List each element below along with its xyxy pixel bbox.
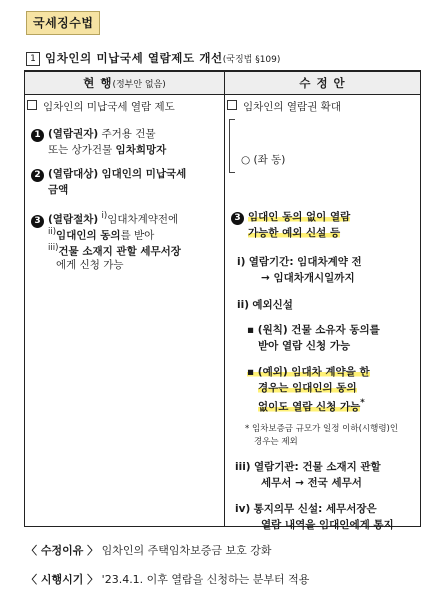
header-current-label: 현 행: [83, 76, 113, 90]
current-section-title: 임차인의 미납국세 열람 제도: [27, 100, 175, 114]
table-header-row: [25, 71, 421, 95]
circled-number-icon: 3: [231, 212, 244, 225]
revised-exception: ▪ (예외) 임대차 계약을 한: [247, 366, 370, 378]
current-item-3-ii: $^{ii)}$임대인의 동의를 받아: [48, 227, 155, 242]
revised-section-title: 임차인의 열람권 확대: [227, 100, 341, 114]
effective-date-text: '23.4.1. 이후 열람을 신청하는 분부터 적용: [101, 573, 310, 586]
revised-item-3-cont: 가능한 예외 신설 등: [248, 227, 341, 239]
revised-footnote: * 임차보증금 규모가 일정 이하(시행령)인: [245, 424, 399, 434]
revised-sub-4-cont: 열람 내역을 임대인에게 통지: [261, 519, 394, 531]
heading-reference: (국징법 §109): [222, 55, 281, 65]
current-item-2-cont: 금액: [48, 184, 69, 196]
header-current-sub: (정부안 없음): [112, 80, 166, 90]
square-bullet-icon: [27, 100, 37, 110]
revised-principle: ▪ (원칙) 건물 소유자 동의를: [247, 324, 380, 336]
header-revised: 수 정 안: [225, 71, 421, 95]
heading-number: 1: [26, 52, 40, 66]
effective-date-note: [26, 572, 309, 588]
revised-principle-cont: 받아 열람 신청 가능: [258, 340, 351, 352]
bracket-icon: [229, 119, 235, 173]
law-tag: 국세징수법: [26, 11, 100, 35]
reason-note: [26, 543, 272, 559]
revised-sub-2: ii) 예외신설: [237, 299, 293, 311]
revised-exception-cont: 경우는 임대인의 동의: [258, 382, 357, 394]
circled-number-icon: 2: [31, 169, 44, 182]
reason-text: 임차인의 주택임차보증금 보호 강화: [101, 544, 272, 557]
revised-sub-3-cont: 세무서 → 전국 세무서: [261, 477, 362, 489]
table-body-row: [25, 95, 421, 527]
reason-label: 〈 수정이유 〉: [26, 544, 99, 557]
current-column: [25, 95, 225, 527]
revised-footnote-cont: 경우는 제외: [254, 437, 298, 447]
revised-same-note: ○ (좌 동): [241, 154, 286, 166]
current-item-3-iii: $^{iii)}$건물 소재지 관할 세무서장: [48, 243, 181, 258]
comparison-table: [24, 70, 421, 531]
effective-date-label: 〈 시행시기 〉: [26, 573, 99, 586]
section-heading: [26, 50, 280, 68]
header-current: [25, 71, 225, 95]
square-bullet-icon: [227, 100, 237, 110]
heading-title: 임차인의 미납국세 열람제도 개선: [45, 51, 223, 65]
current-item-1: 1 (열람권자) 주거용 건물: [31, 127, 156, 142]
current-item-2: 2 (열람대상) 임대인의 미납국세: [31, 167, 186, 182]
revised-column: [225, 95, 421, 531]
revised-item-3: 3 임대인 동의 없이 열람: [231, 210, 350, 225]
revised-sub-1-cont: → 임대차개시일까지: [261, 272, 355, 284]
revised-sub-4: iv) 통지의무 신설: 세무서장은: [235, 503, 377, 515]
circled-number-icon: 3: [31, 215, 44, 228]
current-item-3: 3 (열람절차) $^{i)}$임대차계약전에: [31, 210, 178, 228]
revised-sub-3: iii) 열람기관: 건물 소재지 관할: [235, 461, 381, 473]
current-item-1-cont: 또는 상가건물 임차희망자: [48, 144, 167, 156]
revised-sub-1: i) 열람기간: 임대차계약 전: [237, 256, 362, 268]
revised-exception-cont-2: 없이도 열람 신청 가능*: [258, 398, 365, 413]
current-item-3-cont: 에게 신청 가능: [56, 259, 124, 271]
circled-number-icon: 1: [31, 129, 44, 142]
